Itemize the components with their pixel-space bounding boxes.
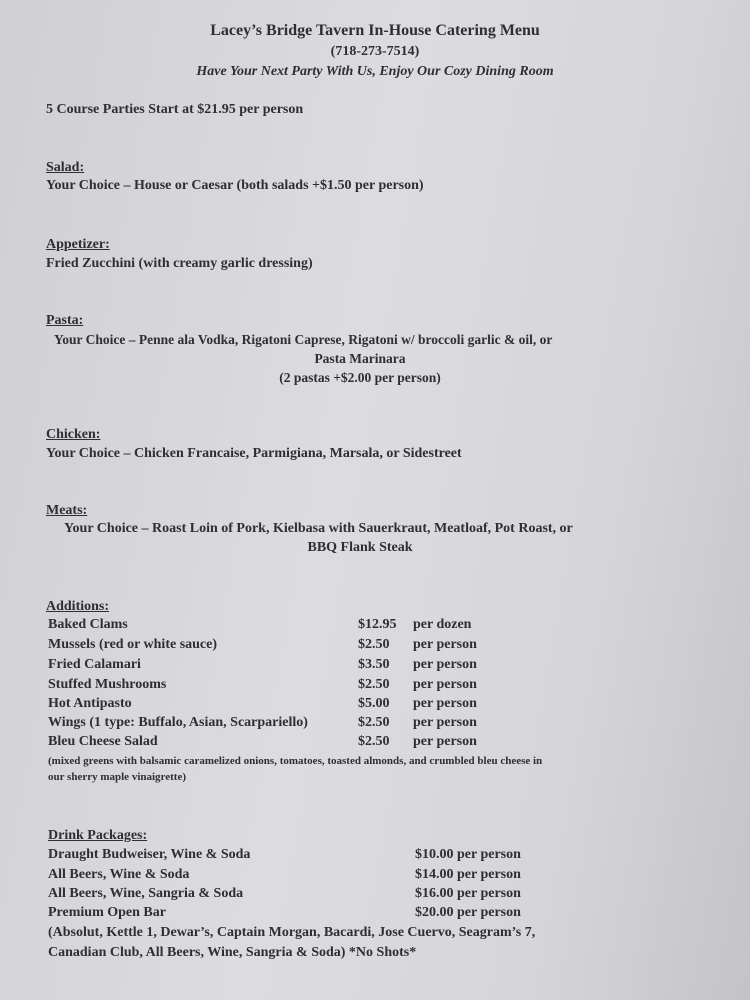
intro-line: 5 Course Parties Start at $21.95 per person [46, 102, 304, 117]
addition-item-unit: per dozen [413, 617, 472, 632]
meats-heading: Meats: [46, 503, 88, 518]
addition-item-name: Baked Clams [48, 617, 128, 632]
addition-item-price: $2.50 [358, 677, 390, 692]
addition-item-price: $5.00 [358, 696, 390, 711]
drink-package-price: $10.00 per person [415, 847, 521, 862]
drink-package-name: All Beers, Wine, Sangria & Soda [48, 886, 244, 901]
appetizer-heading: Appetizer: [46, 237, 110, 252]
drink-package-price: $14.00 per person [415, 867, 521, 882]
pasta-note: (2 pastas +$2.00 per person) [279, 370, 441, 385]
meats-line: Your Choice – Roast Loin of Pork, Kielbasa with Sauerkraut, Meatloaf, Pot Roast, or [64, 521, 573, 536]
addition-item-unit: per person [413, 715, 477, 730]
salad-line: Your Choice – House or Caesar (both salads +$1.50 per person) [46, 178, 424, 193]
drink-package-name: Draught Budweiser, Wine & Soda [48, 847, 251, 862]
appetizer-line: Fried Zucchini (with creamy garlic dressing) [46, 256, 313, 271]
open-bar-description: Canadian Club, All Beers, Wine, Sangria & Soda) *No Shots* [48, 945, 417, 960]
menu-title: Lacey’s Bridge Tavern In-House Catering Menu [210, 22, 540, 39]
addition-item-name: Bleu Cheese Salad [48, 734, 158, 749]
addition-item-unit: per person [413, 657, 477, 672]
pasta-line: Your Choice – Penne ala Vodka, Rigatoni Caprese, Rigatoni w/ broccoli garlic & oil, or [54, 332, 553, 347]
addition-item-unit: per person [413, 677, 477, 692]
addition-item-name: Stuffed Mushrooms [48, 677, 167, 692]
pasta-heading: Pasta: [46, 313, 84, 328]
addition-item-name: Mussels (red or white sauce) [48, 637, 218, 652]
addition-item-name: Wings (1 type: Buffalo, Asian, Scarpariello) [48, 715, 308, 730]
drink-package-name: Premium Open Bar [48, 905, 166, 920]
salad-heading: Salad: [46, 160, 85, 175]
addition-item-unit: per person [413, 734, 477, 749]
phone-number: (718-273-7514) [330, 44, 420, 59]
addition-item-name: Fried Calamari [48, 657, 141, 672]
addition-item-price: $2.50 [358, 637, 390, 652]
addition-item-price: $3.50 [358, 657, 390, 672]
additions-heading: Additions: [46, 599, 110, 614]
open-bar-description: (Absolut, Kettle 1, Dewar’s, Captain Morgan, Bacardi, Jose Cuervo, Seagram’s 7, [48, 925, 536, 940]
tagline: Have Your Next Party With Us, Enjoy Our Cozy Dining Room [196, 64, 554, 79]
addition-item-price: $12.95 [358, 617, 397, 632]
salad-description: our sherry maple vinaigrette) [48, 771, 186, 783]
pasta-line: Pasta Marinara [314, 351, 406, 366]
chicken-heading: Chicken: [46, 427, 101, 442]
meats-line: BBQ Flank Steak [307, 540, 413, 555]
addition-item-unit: per person [413, 696, 477, 711]
drink-package-price: $20.00 per person [415, 905, 521, 920]
addition-item-price: $2.50 [358, 715, 390, 730]
salad-description: (mixed greens with balsamic caramelized onions, tomatoes, toasted almonds, and crumbled bleu cheese in [48, 755, 543, 767]
drink-package-name: All Beers, Wine & Soda [48, 867, 190, 882]
addition-item-name: Hot Antipasto [48, 696, 132, 711]
drinks-heading: Drink Packages: [48, 828, 148, 843]
chicken-line: Your Choice – Chicken Francaise, Parmigiana, Marsala, or Sidestreet [46, 446, 462, 461]
addition-item-unit: per person [413, 637, 477, 652]
drink-package-price: $16.00 per person [415, 886, 521, 901]
addition-item-price: $2.50 [358, 734, 390, 749]
